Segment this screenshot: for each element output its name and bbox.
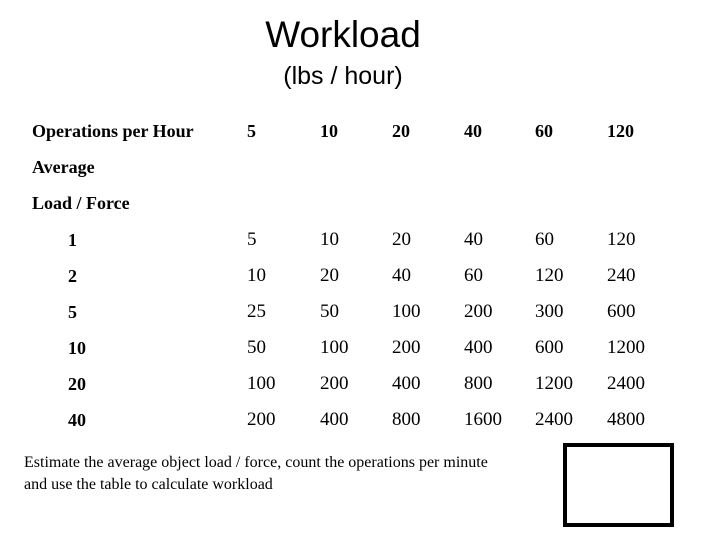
workload-cell: 20 [320,265,339,286]
ops-value: 40 [464,121,482,141]
ops-value: 120 [607,121,634,141]
workload-cell: 10 [247,265,266,286]
workload-cell: 2400 [607,373,645,394]
workload-cell: 200 [320,373,349,394]
workload-cell: 25 [247,301,266,322]
workload-cell: 400 [320,409,349,430]
workload-cell: 120 [607,229,636,250]
workload-cell: 40 [464,229,483,250]
page-subtitle: (lbs / hour) [283,62,403,90]
workload-cell: 600 [535,337,564,358]
workload-cell: 60 [535,229,554,250]
load-value: 2 [68,266,77,286]
workload-cell: 2400 [535,409,573,430]
load-value: 20 [68,374,86,394]
page-title: Workload [265,14,421,55]
workload-cell: 120 [535,265,564,286]
load-value: 5 [68,302,77,322]
workload-cell: 200 [464,301,493,322]
workload-cell: 200 [392,337,421,358]
workload-cell: 100 [320,337,349,358]
workload-cell: 1600 [464,409,502,430]
workload-cell: 400 [464,337,493,358]
workload-cell: 20 [392,229,411,250]
workload-cell: 800 [464,373,493,394]
workload-cell: 1200 [607,337,645,358]
workload-cell: 400 [392,373,421,394]
workload-cell: 100 [247,373,276,394]
ops-value: 5 [247,121,256,141]
workload-cell: 40 [392,265,411,286]
workload-cell: 5 [247,229,257,250]
load-value: 10 [68,338,86,358]
workload-cell: 50 [320,301,339,322]
ops-per-hour-label: Operations per Hour [32,121,194,141]
workload-cell: 600 [607,301,636,322]
answer-box[interactable] [563,443,674,527]
workload-cell: 10 [320,229,339,250]
workload-cell: 800 [392,409,421,430]
workload-cell: 60 [464,265,483,286]
workload-cell: 50 [247,337,266,358]
avg-load-label-line2: Load / Force [32,193,130,213]
workload-cell: 300 [535,301,564,322]
load-value: 40 [68,410,86,430]
avg-load-label-line1: Average [32,157,95,177]
workload-cell: 1200 [535,373,573,394]
instructions-line-2: and use the table to calculate workload [24,476,273,493]
workload-cell: 200 [247,409,276,430]
instructions [24,452,564,496]
workload-cell: 4800 [607,409,645,430]
instructions-line-1: Estimate the average object load / force, count the operations per minute [24,454,488,471]
ops-value: 60 [535,121,553,141]
workload-cell: 100 [392,301,421,322]
workload-cell: 240 [607,265,636,286]
ops-value: 10 [320,121,338,141]
load-value: 1 [68,230,77,250]
ops-value: 20 [392,121,410,141]
